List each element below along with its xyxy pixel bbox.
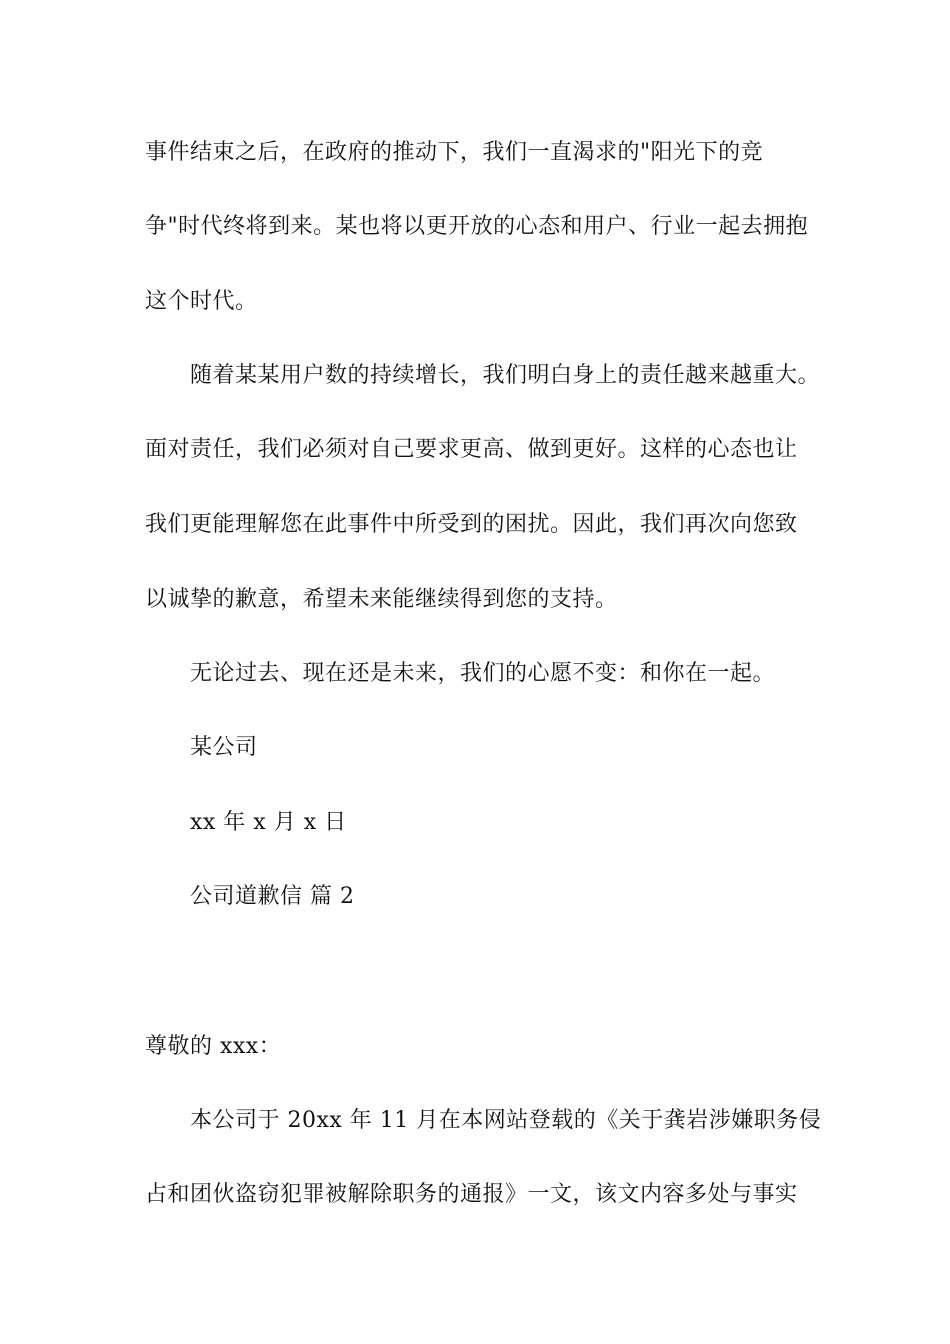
paragraph-line: 无论过去、现在还是未来，我们的心愿不变：和你在一起。 [190, 661, 776, 686]
paragraph-line: 事件结束之后，在政府的推动下，我们一直渴求的"阳光下的竞 [145, 140, 764, 165]
section-heading: 公司道歉信 篇 2 [190, 884, 355, 909]
paragraph-line: 占和团伙盗窃犯罪被解除职务的通报》一文，该文内容多处与事实 [145, 1182, 798, 1207]
signature-company: 某公司 [190, 735, 258, 760]
paragraph-line: 我们更能理解您在此事件中所受到的困扰。因此，我们再次向您致 [145, 512, 798, 537]
paragraph-line: 面对责任，我们必须对自己要求更高、做到更好。这样的心态也让 [145, 437, 798, 462]
paragraph-line: 以诚挚的歉意，希望未来能继续得到您的支持。 [145, 587, 618, 612]
paragraph-line: 本公司于 20xx 年 11 月在本网站登载的《关于龚岩涉嫌职务侵 [190, 1108, 822, 1133]
salutation: 尊敬的 xxx： [145, 1034, 282, 1059]
signature-date: xx 年 x 月 x 日 [190, 810, 347, 835]
paragraph-line: 争"时代终将到来。某也将以更开放的心态和用户、行业一起去拥抱 [145, 214, 809, 239]
paragraph-line: 这个时代。 [145, 289, 258, 314]
paragraph-line: 随着某某用户数的持续增长，我们明白身上的责任越来越重大。 [190, 363, 821, 388]
